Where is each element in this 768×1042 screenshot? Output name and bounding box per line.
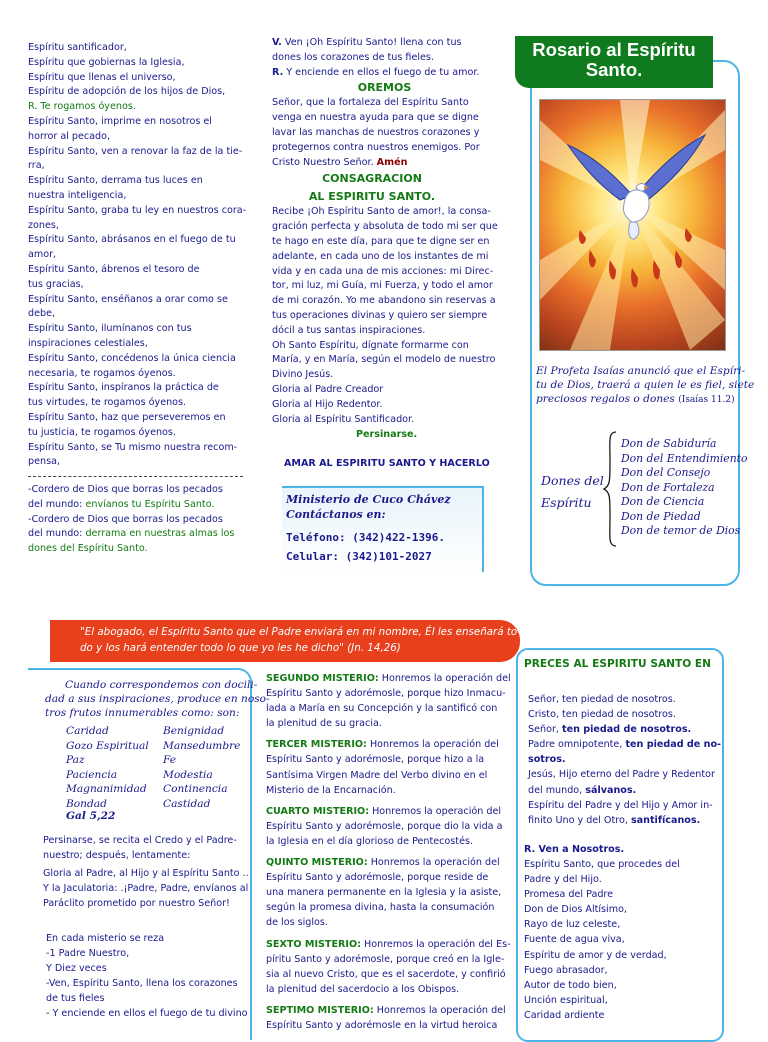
litany-line: Espíritu Santo, concédenos la única ciencia (28, 352, 236, 364)
consagracion-line: te hago en este día, para que te digne ser en (272, 235, 490, 247)
consagracion-line: Oh Santo Espíritu, dígnate formarme con (272, 339, 469, 351)
ministry-box (282, 486, 484, 572)
fruto-item: Fe (163, 754, 177, 766)
consagracion-line: vida y en cada una de mis acciones: mi Direc- (272, 265, 494, 277)
litany-line: amor, (28, 249, 57, 261)
litany-line: R. Te rogamos óyenos. (28, 101, 136, 113)
litany-line: inspiraciones celestiales, (28, 337, 148, 349)
oremos-lines (272, 96, 502, 155)
litany-line: Espíritu Santo, inspíranos la práctica de (28, 382, 219, 394)
invocacion-line: Fuego abrasador, (524, 964, 608, 976)
frutos-left (66, 724, 149, 811)
fruto-item: Paciencia (66, 768, 118, 781)
invocacion-line: Autor de todo bien, (524, 979, 617, 991)
quote-text: "El abogado, el Espíritu Santo que el Padre enviará en mi nombre, Él les enseñará to- do y los hará entender todo lo que yo les he dicho" (Jn. 14,26) (80, 626, 521, 654)
consagracion-lines (272, 205, 502, 427)
consagracion-line: gración perfecta y absoluta de todo mi ser que (272, 221, 498, 233)
misterio-text: Espíritu Santo y adorémosle, porque hizo a la (266, 754, 485, 766)
misterio-text: Honremos la operación del (378, 673, 511, 684)
consagracion-line: Divino Jesús. (272, 369, 334, 381)
fruto-item: Magnanimidad (66, 783, 147, 795)
misterio-text: Espíritu Santo y adorémosle, porque dio la vida a (266, 820, 503, 832)
misterio-text: píritu Santo y adorémosle, porque creó en la Igle- (266, 953, 505, 965)
litany-line: Espíritu Santo, abrásanos en el fuego de tu (28, 234, 236, 246)
litany-line: Espíritu Santo, imprime en nosotros el (28, 115, 212, 127)
ven-a-nosotros: R. Ven a Nosotros. (524, 844, 625, 855)
fruto-item: Caridad (66, 725, 109, 737)
consagracion-line: dócil a tus santas inspiraciones. (272, 324, 426, 336)
cordero-block: -Cordero de Dios que borras los pecados del mundo: envíanos tu Espíritu Santo. -Cordero de Dios que borras los pecados del mundo: derrama en nuestras almas los dones del Espíritu Santo. (28, 484, 235, 555)
misterio-instruction-line: -Ven, Espíritu Santo, llena los corazones (46, 978, 238, 990)
misterio-label: SEPTIMO MISTERIO: (266, 1004, 374, 1016)
dones-label: Dones del Espíritu (541, 473, 604, 510)
isaias-note: El Profeta Isaías anunció que el Espíri- tu de Dios, traerá a quien le es fiel, siete preciosos regalos o dones (Isaías 11.2) (536, 365, 755, 405)
misterio-text: Espíritu Santo y adorémosle en la virtud heroica (266, 1019, 498, 1031)
oremos-title: OREMOS (357, 81, 412, 95)
rosary-title-box (515, 36, 713, 88)
litany-line: Espíritu Santo, ábrenos el tesoro de (28, 263, 200, 275)
cordero-response: derrama en nuestras almas los (85, 528, 235, 540)
dove-picture (539, 99, 726, 351)
misterio-text: Espíritu Santo y adorémosle, porque reside de (266, 872, 489, 884)
frutos-right (163, 724, 240, 811)
cordero-response: envíanos tu Espíritu Santo. (85, 498, 215, 510)
ministry-name: Ministerio de Cuco Chávez (286, 493, 451, 506)
brace-icon (602, 431, 618, 547)
don-item: Don del Entendimiento (621, 451, 748, 465)
amar-heading: AMAR AL ESPIRITU SANTO Y HACERLO (284, 458, 490, 469)
misterio-instructions (46, 931, 248, 1022)
fruto-item: Paz (66, 754, 85, 766)
don-item: Don de Sabiduría (621, 437, 717, 450)
misterio-text: la plenitud de su gracia. (266, 718, 382, 730)
misterio-label: SEXTO MISTERIO: (266, 938, 361, 950)
litany-line: zones, (28, 219, 59, 231)
oremos-line: venga en nuestra ayuda para que se digne (272, 112, 479, 124)
misterio-text: Misterio de la Encarnación. (266, 784, 396, 796)
contact-label: Contáctanos en: (286, 508, 386, 521)
litany-line: rra, (28, 160, 45, 172)
invocacion-line: Espíritu de amor y de verdad, (524, 949, 667, 961)
invocacion-line: Promesa del Padre (524, 889, 614, 901)
litany-line: Espíritu que llenas el universo, (28, 71, 176, 83)
consagracion-line: adelante, en cada uno de los instantes de mi (272, 250, 489, 262)
litany-line: Espíritu de adopción de los hijos de Dios, (28, 86, 226, 98)
misterio-text: de los siglos. (266, 917, 328, 929)
litany-lines (28, 41, 253, 470)
misterio-label: SEGUNDO MISTERIO: (266, 673, 379, 684)
fruto-item: Castidad (163, 797, 211, 810)
consagracion-line: María, y en María, según el modelo de nuestro (272, 354, 496, 366)
phone-number: Teléfono: (342)422-1396. (286, 531, 445, 544)
litany-line: necesaria, te rogamos óyenos. (28, 367, 176, 379)
fruto-item: Mansedumbre (163, 739, 241, 752)
consagracion-line: Gloria al Padre Creador (272, 383, 384, 395)
don-item: Don de temor de Dios (621, 524, 741, 537)
fruto-item: Gozo Espiritual (66, 739, 149, 752)
misterio-text: Honremos la operación del (366, 739, 499, 751)
dove-icon (540, 100, 725, 350)
fruto-item: Bondad (66, 797, 107, 810)
misterio-label: QUINTO MISTERIO: (266, 857, 368, 869)
misterio-instruction-line: -1 Padre Nuestro, (46, 948, 130, 960)
consagracion-line: Recibe ¡Oh Espíritu Santo de amor!, la consa- (272, 206, 491, 218)
misterio-text: una manera permanente en la Iglesia y la asiste, (266, 887, 502, 899)
oremos-line: Señor, que la fortaleza del Espíritu Santo (272, 97, 469, 109)
divider (28, 476, 243, 477)
oremos-line: protegernos contra nuestros enemigos. Por (272, 141, 480, 153)
misterio-text: Santísima Virgen Madre del Verbo divino en el (266, 769, 488, 781)
fruto-item: Continencia (163, 783, 228, 795)
preces-title: PRECES AL ESPIRITU SANTO EN (524, 658, 712, 670)
invocacion-line: Caridad ardiente (524, 1009, 605, 1021)
consagracion-line: Gloria al Espíritu Santificador. (272, 413, 415, 425)
consagracion-title: CONSAGRACION (322, 172, 422, 186)
dones-list (621, 437, 747, 539)
invocacion-line: Unción espiritual, (524, 994, 608, 1006)
litany-line: Espíritu Santo, graba tu ley en nuestros cora- (28, 204, 247, 216)
misterio-label: TERCER MISTERIO: (266, 739, 367, 751)
don-item: Don del Consejo (621, 466, 711, 479)
cell-number: Celular: (342)101-2027 (286, 550, 432, 563)
consagracion-line: Gloria al Hijo Redentor. (272, 398, 383, 410)
misterio-paragraph (266, 804, 502, 849)
cordero-line: -Cordero de Dios que borras los pecados (28, 513, 223, 525)
invocacion-line: Padre y del Hijo. (524, 874, 602, 886)
misterio-paragraph (266, 1003, 506, 1033)
litany-line: Espíritu Santo, ilumínanos con tus (28, 323, 192, 335)
misterio-paragraph (266, 671, 511, 731)
fruto-item: Benignidad (163, 725, 225, 737)
misterio-text: la Iglesia en el día glorioso de Pentecostés. (266, 835, 474, 847)
consagracion-line: tus operaciones divinas y quiero ser siempre (272, 309, 488, 321)
persignarse: Persinarse. (356, 429, 418, 441)
misterio-text: Honremos la operación del Es- (360, 938, 511, 950)
litany-column (28, 41, 253, 470)
litany-line: Espíritu que gobiernas la Iglesia, (28, 56, 185, 68)
persinarse-block: Persinarse, se recita el Credo y el Padre- nuestro; después, lentamente: (43, 835, 237, 862)
misterio-text: la plenitud del sacerdocio a los Obispos. (266, 983, 460, 995)
don-item: Don de Piedad (621, 509, 701, 523)
don-item: Don de Ciencia (621, 495, 705, 508)
misterios-column (266, 671, 511, 1039)
litany-line: nuestra inteligencia, (28, 189, 127, 201)
misterio-instruction-line: de tus fieles (46, 993, 105, 1005)
misterio-text: Honremos la operación del (369, 805, 502, 817)
cordero-line: -Cordero de Dios que borras los pecados (28, 484, 223, 495)
misterio-text: Honremos la operación del (373, 1004, 506, 1016)
misterio-text: según la promesa divina, hasta la consumación (266, 902, 495, 914)
misterio-text: lada a María en su Concepción y la santificó con (266, 703, 498, 715)
invocacion-line: Fuente de agua viva, (524, 934, 625, 946)
fruto-item: Modestia (163, 768, 213, 781)
litany-line: tu justicia, te rogamos óyenos. (28, 426, 176, 438)
consagracion-line: de mi corazón. Yo me abandono sin reservas a (272, 295, 496, 307)
rosary-title: Rosario al Espíritu Santo. (532, 39, 696, 80)
gloria-block: Gloria al Padre, al Hijo y al Espíritu Santo .. Y la Jaculatoria: .¡Padre, Padre, envíanos al Paráclito prometido por nuestro Señor! (43, 868, 249, 910)
litany-line: Espíritu santificador, (28, 42, 127, 53)
misterio-label: CUARTO MISTERIO: (266, 805, 370, 817)
litany-line: Espíritu Santo, ven a renovar la faz de la tie- (28, 145, 243, 157)
invocaciones-list (524, 857, 680, 1023)
oremos-line: lavar las manchas de nuestros corazones y (272, 126, 480, 138)
consagracion-line: tor, mi luz, mi Guía, mi Fuerza, y todo el amor (272, 280, 493, 292)
invocacion-line: Don de Dios Altísimo, (524, 904, 627, 916)
misterio-instruction-line: En cada misterio se reza (46, 933, 165, 944)
preces-block: Señor, ten piedad de nosotros. Cristo, ten piedad de nosotros. Señor, ten piedad de nosotros. Padre omnipotente, ten piedad de no- sotros. Jesús, Hijo eterno del Padre y Redentor del mundo, sálvanos. Espíritu del Padre y del Hijo y Amor in- finito Uno y del Otro, santifícanos. (528, 694, 722, 826)
misterio-instruction-line: Y Diez veces (46, 963, 107, 975)
litany-line: tus virtudes, te rogamos óyenos. (28, 397, 187, 409)
litany-line: Espíritu Santo, haz que perseveremos en (28, 411, 226, 423)
litany-line: debe, (28, 308, 56, 320)
misterio-instruction-line: - Y enciende en ellos el fuego de tu divino (46, 1008, 248, 1020)
gal-reference: Gal 5,22 (66, 810, 116, 822)
litany-line: pensa, (28, 456, 60, 468)
invocacion-line: Rayo de luz celeste, (524, 919, 621, 931)
frutos-intro: Cuando correspondemos con docili- dad a sus inspiraciones, produce en noso- tros frutos innumerables como: son: (45, 679, 270, 719)
amen: Amén (376, 156, 408, 168)
litany-line: horror al pecado, (28, 130, 111, 142)
litany-line: Espíritu Santo, se Tu mismo nuestra recom- (28, 441, 238, 453)
litany-line: tus gracias, (28, 278, 84, 290)
misterio-paragraph (266, 737, 502, 797)
misterio-paragraph (266, 855, 502, 930)
prayer-column: V. Ven ¡Oh Espíritu Santo! llena con tus dones los corazones de tus fieles. R. Y enciende en ellos el fuego de tu amor. OREMOS Señor, que la fortaleza del Espíritu Santo venga en nuestra ayuda para que se digne lavar las manchas de nuestros corazones y protegernos contra nuestros enemigos. Por Cristo Nuestro Señor. Amén CONSAGRACION AL ESPIRITU SANTO. Recibe ¡Oh Espíritu Santo de amor!, la consa- gración perfecta y absoluta de todo mi ser que te hago en este día, para que te digne ser en adelante, en cada uno de los instantes de mi vida y en cada una de mis acciones: mi Direc- tor, mi luz, mi Guía, mi Fuerza, y todo el amor de mi corazón. Yo me abandono sin reservas a tus operaciones divinas y quiero ser siempre dócil a tus santas inspiraciones. Oh Santo Espíritu, dígnate formarme con María, y en María, según el modelo de nuestro Divino Jesús. Gloria al Padre Creador Gloria al Hijo Redentor. Gloria al Espíritu Santificador. Persinarse. (272, 36, 502, 443)
misterio-text: Honremos la operación del (367, 857, 500, 869)
misterio-paragraph (266, 937, 511, 997)
don-item: Don de Fortaleza (621, 480, 715, 494)
litany-line: Espíritu Santo, derrama tus luces en (28, 175, 203, 187)
litany-line: Espíritu Santo, enséñanos a orar como se (28, 293, 228, 305)
invocacion-line: Espíritu Santo, que procedes del (524, 859, 680, 870)
misterio-text: Espíritu Santo y adorémosle, porque hizo Inmacu- (266, 688, 506, 700)
misterio-text: sia al nuevo Cristo, que es el sacerdote, y confirió (266, 968, 506, 980)
